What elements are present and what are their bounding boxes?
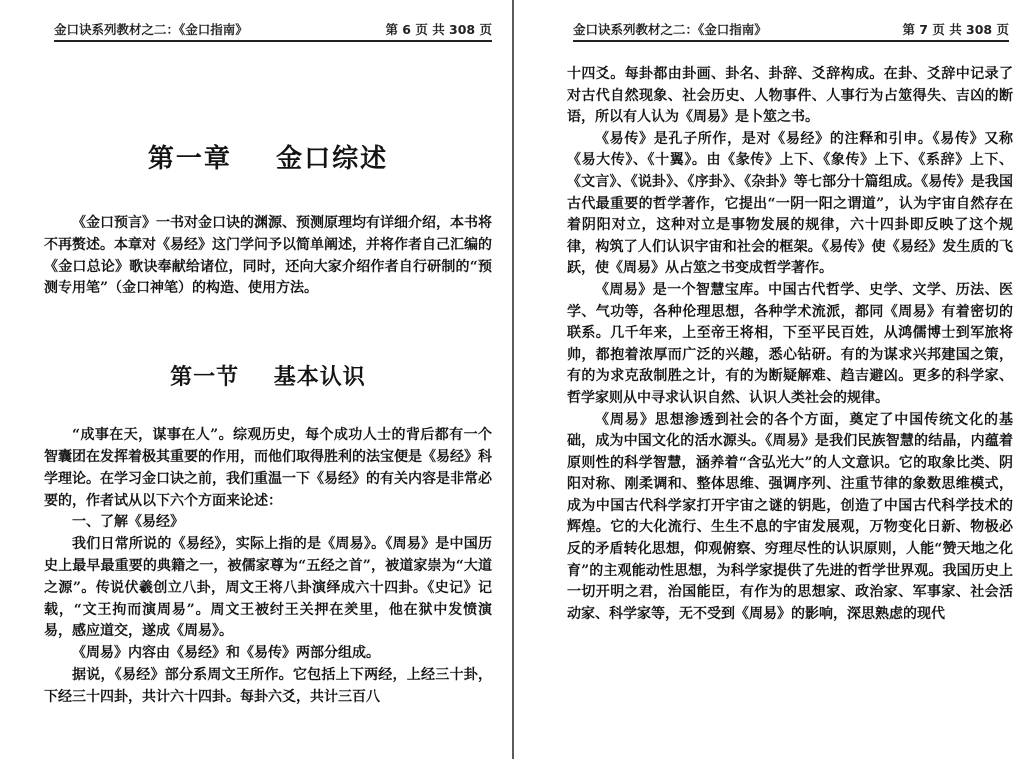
running-header-left [54, 22, 492, 42]
body-paragraph: 我们日常所说的《易经》，实际上指的是《周易》。《周易》是中国历史上最早最重要的典籍之一，被儒家尊为“五经之首”，被道家崇为“大道之源”。传说伏羲创立八卦，周文王将八卦演绎成六十四卦。《史记》记载，“文王拘而演周易”。周文王被纣王关押在羑里，他在狱中发愤演易，感应道交，遂成《周易》。 [44, 536, 492, 640]
header-series-title: 金口诀系列教材之二：《金口指南》 [573, 22, 767, 37]
body-paragraph-continued: 十四爻。每卦都由卦画、卦名、卦辞、爻辞构成。在卦、爻辞中记录了对古代自然现象、社会历史、人物事件、人事行为占筮得失、吉凶的断语，所以有人认为《周易》是卜筮之书。 [567, 66, 1013, 126]
body-paragraph: 《易传》是孔子所作，是对《易经》的注释和引申。《易传》又称《易大传》、《十翼》。由《彖传》上下、《象传》上下、《系辞》上下、《文言》、《说卦》、《序卦》、《杂卦》等七部分十篇组成。《易传》是我国古代最重要的哲学著作，它提出“一阴一阳之谓道”，认为宇宙自然存在着阴阳对立，这种对立是事物发展的规律，六十四卦即反映了这个规律，构筑了人们认识宇宙和社会的框架。《易传》使《易经》发生质的飞跃，使《周易》从占筮之书变成哲学著作。 [567, 130, 1013, 277]
header-page-number: 第 6 页 共 308 页 [385, 22, 492, 37]
running-header-right [573, 22, 1009, 42]
body-paragraph: 《周易》思想渗透到社会的各个方面，奠定了中国传统文化的基础，成为中国文化的活水源头。《周易》是我们民族智慧的结晶，内蕴着原则性的科学智慧，涵养着“含弘光大”的人文意识。它的取象比类、阴阳对称、刚柔调和、整体思维、强调序列、注重节律的象数思维模式，成为中国古代科学家打开宇宙之谜的钥匙，创造了中国古代科学技术的辉煌。它的大化流行、生生不息的宇宙发展观，万物变化日新、物极必反的矛盾转化思想，仰观俯察、穷理尽性的认识原则，人能“赞天地之化育”的主观能动性思想，为科学家提供了先进的哲学世界观。我国历史上一切开明之君，治国能臣，有作为的思想家、政治家、军事家、社会活动家、科学家等，无不受到《周易》的影响，深思熟虑的现代 [567, 411, 1013, 622]
body-paragraph: 《周易》是一个智慧宝库。中国古代哲学、史学、文学、历法、医学、气功等，各种伦理思想，各种学术流派，都同《周易》有着密切的联系。几千年来，上至帝王将相，下至平民百姓，从鸿儒博士到军旅将帅，都抱着浓厚而广泛的兴趣，悉心钻研。有的为谋求兴邦建国之策，有的为求克敌制胜之计，有的为断疑解难、趋吉避凶。更多的科学家、哲学家则从中寻求认识自然、认识人类社会的规律。 [567, 281, 1013, 406]
body-paragraph: 据说，《易经》部分系周文王所作。它包括上下两经，上经三十卦，下经三十四卦，共计六十四卦。每卦六爻，共计三百八 [44, 666, 492, 705]
body-paragraph: “成事在天，谋事在人”。综观历史，每个成功人士的背后都有一个智囊团在发挥着极其重要的作用，而他们取得胜利的法宝便是《易经》科学理论。在学习金口诀之前，我们重温一下《易经》的有关内容是非常必要的，作者试从以下六个方面来论述： [44, 427, 492, 509]
chapter-title: 第一章 金口综述 [147, 144, 389, 174]
section-title: 第一节 基本认识 [170, 364, 366, 391]
left-page-content [44, 64, 492, 709]
book-spine-divider [512, 0, 514, 759]
right-page [515, 0, 1027, 759]
right-page-content [567, 64, 1013, 625]
header-page-number: 第 7 页 共 308 页 [902, 22, 1009, 37]
left-page [0, 0, 512, 759]
subsection-heading: 一、了解《易经》 [72, 514, 184, 531]
body-paragraph: 《周易》内容由《易经》和《易传》两部分组成。 [72, 645, 380, 662]
chapter-intro-paragraph: 《金口预言》一书对金口诀的渊源、预测原理均有详细介绍，本书将不再赘述。本章对《易经》这门学问予以简单阐述，并将作者自己汇编的《金口总论》歌诀奉献给诸位，同时，还向大家介绍作者自行研制的“预测专用笔”（金口神笔）的构造、使用方法。 [44, 215, 492, 297]
header-series-title: 金口诀系列教材之二：《金口指南》 [54, 22, 248, 37]
